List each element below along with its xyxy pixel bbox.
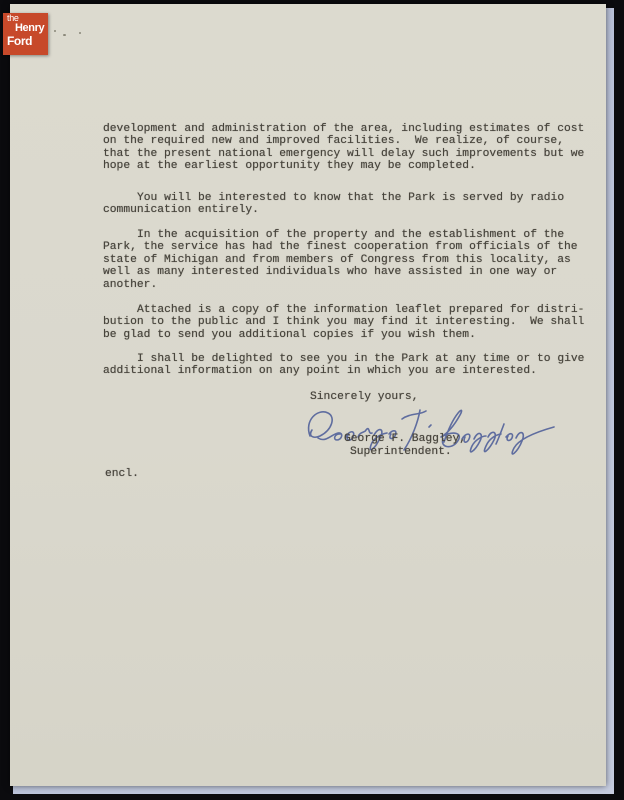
letter-line: that the present national emergency will delay such improvements but we [103, 147, 585, 160]
letter-line: You will be interested to know that the Park is served by radio [137, 192, 565, 204]
letter-line: state of Michigan and from members of Congress from this locality, as [103, 253, 571, 266]
letter-line: I shall be delighted to see you in the Park at any time or to give [137, 353, 585, 365]
logo-word-henry: Henry [15, 22, 45, 34]
letter-line: Attached is a copy of the information leaflet prepared for distri- [137, 304, 585, 316]
logo-word-ford: Ford [7, 34, 33, 48]
henry-ford-logo [3, 13, 48, 55]
letter-line: development and administration of the area, including estimates of cost [103, 123, 585, 135]
logo-word-the: the [7, 13, 19, 23]
letter-line: additional information on any point in which you are interested. [103, 365, 537, 378]
dust-speck [79, 32, 81, 34]
paragraph-1 [103, 123, 603, 173]
typed-sender-name: George F. Baggley, [344, 433, 467, 445]
letter-line: be glad to send you additional copies if you wish them. [103, 328, 476, 341]
dust-speck [63, 34, 66, 36]
dust-speck [54, 30, 56, 32]
letter-line: Park, the service has had the finest cooperation from officials of the [103, 241, 578, 254]
letter-line: well as many interested individuals who have assisted in one way or [103, 266, 558, 279]
letter-line: hope at the earliest opportunity they may be completed. [103, 160, 476, 173]
letter-line: another. [103, 278, 158, 291]
letter-line: communication entirely. [103, 204, 259, 217]
typed-sender-title: Superintendent. [350, 446, 452, 458]
letter-line: on the required new and improved facilities. We realize, of course, [103, 135, 564, 148]
paragraph-5 [103, 353, 603, 378]
paragraph-3 [103, 229, 603, 291]
paragraph-4 [103, 304, 603, 341]
closing-salutation: Sincerely yours, [310, 391, 419, 403]
paragraph-2 [103, 192, 603, 217]
letter-page [10, 4, 606, 786]
letter-line: In the acquisition of the property and the establishment of the [137, 229, 565, 241]
letter-line: bution to the public and I think you may find it interesting. We shall [103, 316, 585, 329]
enclosure-notation: encl. [105, 468, 139, 480]
